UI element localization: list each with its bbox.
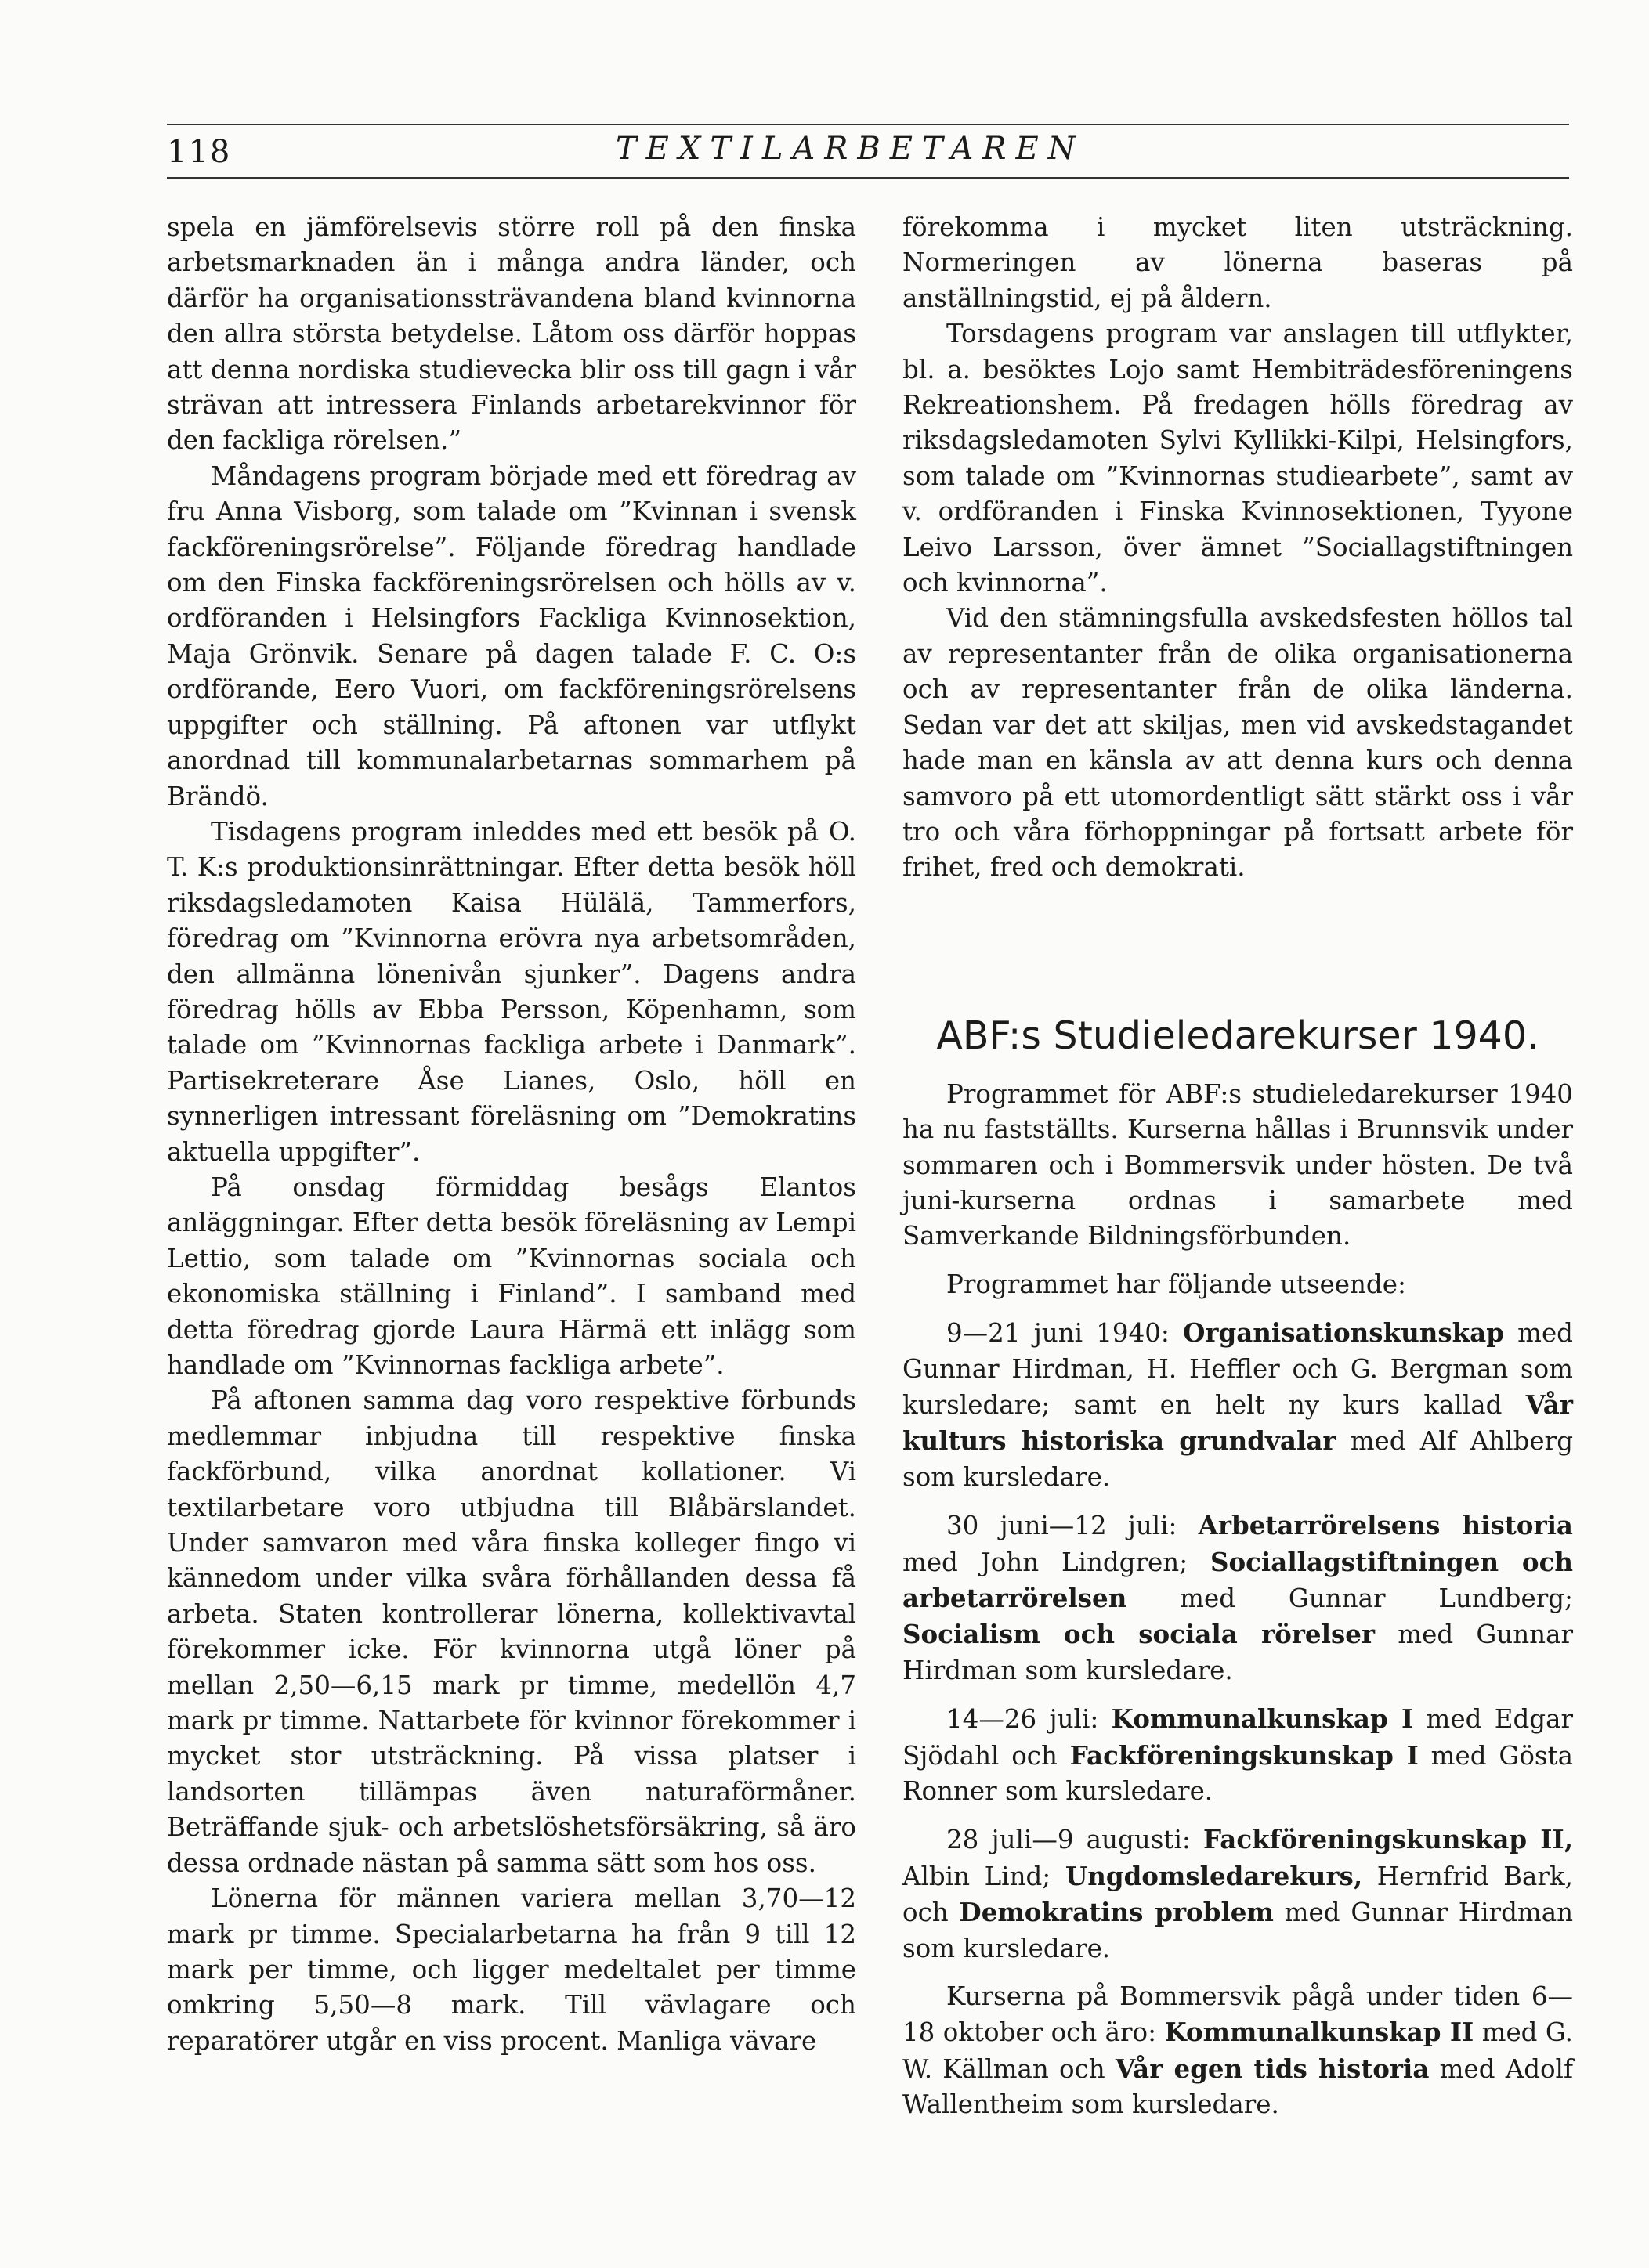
page-number: 118 <box>167 134 232 170</box>
course-entry <box>902 1508 1573 1688</box>
paragraph: Måndagens program började med ett föredrag av fru Anna Visborg, som talade om ”Kvinnan i svensk fackföreningsrörelse”. Följande föredrag handlade om den Finska fackföreningsrörelsen och hölls av v. ordföranden i Helsingfors Fackliga Kvinnosektion, Maja Grönvik. Senare på dagen talade F. C. O:s ordförande, Eero Vuori, om fackföreningsrörelsens uppgifter och ställning. På aftonen var utflykt anordnad till kommunalarbetarnas sommarhem på Brändö. <box>167 460 856 811</box>
course-text: med Gunnar Hirdman som kursledare. <box>902 1620 1574 1685</box>
course-entry <box>902 1701 1573 1809</box>
course-text: med Gunnar Hirdman som kursledare. <box>902 1898 1574 1963</box>
course-entry <box>902 1979 1573 2123</box>
paragraph: förekomma i mycket liten utsträckning. Normeringen av lönerna baseras på anställningstid, ej på åldern. <box>902 212 1573 313</box>
paragraph: Programmet har följande utseende: <box>946 1269 1406 1299</box>
course-text: med Adolf Wallentheim som kursledare. <box>902 2053 1573 2120</box>
paragraph: spela en jämförelsevis större roll på den finska arbetsmarknaden än i många andra länder, och därför ha organisationssträvandena bland kvinnorna den allra största betydelse. Låtom oss därför hoppas att denna nordiska studievecka blir oss till gagn i vår strävan att intressera Finlands arbetarekvinnor för den fackliga rörelsen.” <box>167 212 856 456</box>
section-heading: ABF:s Studieledarekurser 1940. <box>936 1013 1539 1058</box>
course-text: med Gunnar Hirdman, H. Heffler och G. Bergman som kursledare; samt en helt ny kurs kallad <box>902 1318 1573 1420</box>
course-dates: 14—26 juli: <box>946 1704 1112 1735</box>
course-dates: 9—21 juni 1940: <box>946 1318 1184 1349</box>
running-title: TEXTILARBETAREN <box>616 131 1085 167</box>
paragraph: Vid den stämningsfulla avskedsfesten höllos tal av representanter från de olika organisationerna och av representanter från de olika länderna. Sedan var det att skiljas, men vid avskedstagandet hade man en känsla av att denna kurs och denna samvoro på ett utomordentligt sätt stärkt oss i vår tro och våra förhoppningar på fortsatt arbete för frihet, fred och demokrati. <box>902 603 1573 883</box>
course-entry <box>902 1822 1573 1966</box>
left-column <box>167 210 856 2059</box>
course-entry <box>902 1315 1573 1495</box>
course-title: Kommunalkunskap I <box>1111 1703 1414 1735</box>
course-title: Fackföreningskunskap I <box>1069 1739 1419 1771</box>
course-title: Ungdomsledarekurs, <box>1065 1860 1363 1891</box>
course-dates: 28 juli—9 augusti: <box>946 1825 1203 1855</box>
course-title: Vår kulturs historiska grundvalar <box>902 1389 1573 1457</box>
course-text: med John Lindgren; <box>902 1547 1210 1577</box>
course-text: Hernfrid Bark, och <box>902 1861 1573 1928</box>
paragraph: På onsdag förmiddag besågs Elantos anläggningar. Efter detta besök föreläsning av Lempi Lettio, som talade om ”Kvinnornas sociala och ekonomiska ställning i Finland”. I samband med detta föredrag gjorde Laura Härmä ett inlägg som handlade om ”Kvinnornas fackliga arbete”. <box>167 1172 856 1380</box>
course-title: Kommunalkunskap II <box>1164 2017 1474 2048</box>
course-text: med Alf Ahlberg som kursledare. <box>902 1426 1574 1492</box>
course-dates: 30 juni—12 juli: <box>946 1511 1199 1541</box>
course-text: Albin Lind; <box>902 1861 1065 1891</box>
course-text: med Edgar Sjödahl och <box>902 1704 1574 1771</box>
paragraph: Lönerna för männen variera mellan 3,70—12 mark pr timme. Specialarbetarna ha från 9 till 12 mark per timme, och ligger medeltalet per timme omkring 5,50—8 mark. Till vävlagare och reparatörer utgår en viss procent. Manliga vävare <box>167 1883 856 2056</box>
course-title: Sociallagstiftningen och arbetarrörelsen <box>902 1546 1573 1613</box>
course-title: Fackföreningskunskap II, <box>1203 1824 1574 1855</box>
course-text: Kurserna på Bommersvik pågå under tiden 6—18 oktober och äro: <box>902 1981 1573 2048</box>
course-title: Organisationskunskap <box>1183 1317 1504 1349</box>
header-rule-bottom <box>167 177 1569 179</box>
course-text: med G. W. Källman och <box>902 2017 1573 2084</box>
course-title: Socialism och sociala rörelser <box>902 1619 1376 1650</box>
paragraph: Torsdagens program var anslagen till utflykter, bl. a. besöktes Lojo samt Hembiträdesföreningens Rekreationshem. På fredagen hölls föredrag av riksdagsledamoten Sylvi Kyllikki-Kilpi, Helsingfors, som talade om ”Kvinnornas studiearbete”, samt av v. ordföranden i Finska Kvinnosektionen, Tyyone Leivo Larsson, över ämnet ”Sociallagstiftningen och kvinnorna”. <box>902 319 1573 598</box>
header-rule-top <box>167 124 1569 125</box>
paragraph: På aftonen samma dag voro respektive förbunds medlemmar inbjudna till respektive finska fackförbund, vilka anordnat kollationer. Vi textilarbetare voro utbjudna till Blåbärslandet. Under samvaron med våra finska kolleger fingo vi kännedom under vilka svåra förhållanden dessa få arbeta. Staten kontrollerar lönerna, kollektivavtal förekommer icke. För kvinnorna utgå löner på mellan 2,50—6,15 mark pr timme, medellön 4,7 mark pr timme. Nattarbete för kvinnor förekommer i mycket stor utsträckning. På vissa platser i landsorten tillämpas även naturaförmåner. Beträffande sjuk- och arbetslöshetsförsäkring, så äro dessa ordnade nästan på samma sätt som hos oss. <box>167 1385 856 1878</box>
course-title: Vår egen tids historia <box>1115 2053 1430 2084</box>
course-title: Demokratins problem <box>959 1897 1274 1928</box>
course-text: med Gösta Ronner som kursledare. <box>902 1740 1573 1807</box>
right-column <box>902 210 1573 2123</box>
paragraph: Tisdagens program inleddes med ett besök på O. T. K:s produktionsinrättningar. Efter detta besök höll riksdagsledamoten Kaisa Hülälä, Tammerfors, föredrag om ”Kvinnorna erövra nya arbetsområden, den allmänna lönenivån sjunker”. Dagens andra föredrag hölls av Ebba Persson, Köpenhamn, som talade om ”Kvinnornas fackliga arbete i Danmark”. Partisekreterare Åse Lianes, Oslo, höll en synnerligen intressant föreläsning om ”Demokratins aktuella uppgifter”. <box>167 816 856 1167</box>
paragraph: Programmet för ABF:s studieledarekurser 1940 ha nu fastställts. Kurserna hållas i Brunnsvik under sommaren och i Bommersvik under hösten. De två juni-kurserna ordnas i samarbete med Samverkande Bildningsförbunden. <box>902 1078 1573 1251</box>
course-title: Arbetarrörelsens historia <box>1198 1510 1573 1541</box>
course-text: med Gunnar Lundberg; <box>1126 1584 1573 1613</box>
